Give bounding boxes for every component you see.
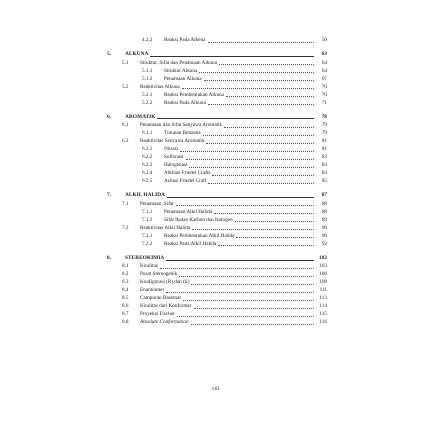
toc-entry-title: Struktur, Sifat dan Penamaan Alkuna bbox=[140, 59, 217, 66]
toc-entry-number: 8.1 bbox=[122, 263, 129, 270]
toc-entry-number: 7.1 bbox=[122, 200, 129, 207]
toc-entry-title: Kiralitas bbox=[140, 263, 158, 270]
toc-leader bbox=[194, 308, 314, 309]
toc-entry-number: 6.1 bbox=[122, 122, 129, 129]
toc-leader bbox=[208, 42, 314, 43]
toc-entry-page: 90 bbox=[321, 232, 327, 239]
toc-entry-number: 7.2.1 bbox=[142, 232, 153, 239]
toc-entry-number: 6.1.1 bbox=[142, 130, 153, 137]
toc-entry-title: Reaksi Pada Alkuna bbox=[164, 99, 206, 106]
toc-entry-title: Enantiomer bbox=[140, 287, 165, 294]
toc-leader bbox=[150, 56, 314, 57]
toc-entry bbox=[107, 232, 327, 240]
toc-entry-number: 6.2.1 bbox=[142, 146, 153, 153]
toc-entry-title: Turunan Benzena bbox=[164, 130, 201, 137]
toc-leader bbox=[191, 324, 314, 325]
toc-entry-page: 88 bbox=[321, 200, 327, 207]
toc-leader bbox=[212, 175, 314, 176]
toc-entry-number: 7. bbox=[107, 192, 112, 199]
toc-entry-page: 84 bbox=[321, 162, 327, 169]
toc-entry-page: 81 bbox=[321, 146, 327, 153]
toc-entry-number: 6.2.4 bbox=[142, 170, 153, 177]
toc-entry-number: 8.3 bbox=[122, 279, 129, 286]
toc-entry bbox=[107, 36, 327, 44]
toc-leader bbox=[160, 268, 314, 269]
toc-entry bbox=[107, 83, 327, 91]
toc-entry-title: Struktur Alkuna bbox=[164, 67, 198, 74]
page-number: viii bbox=[211, 386, 220, 392]
toc-entry-number: 7.2.2 bbox=[142, 240, 153, 247]
toc-entry-page: 116 bbox=[319, 319, 327, 326]
toc-entry bbox=[107, 294, 327, 302]
toc-entry bbox=[107, 262, 327, 270]
toc-entry bbox=[107, 145, 327, 153]
toc-entry-title: Sifat Ikatan Karbon dan Halogen bbox=[164, 216, 233, 223]
toc-entry-number: 7.1.2 bbox=[142, 216, 153, 223]
toc-entry bbox=[107, 91, 327, 99]
toc-entry-page: 64 bbox=[321, 59, 327, 66]
toc-entry bbox=[107, 137, 327, 145]
toc-entry-page: 70 bbox=[321, 83, 327, 90]
toc-leader bbox=[199, 72, 314, 73]
toc-entry-number: 8. bbox=[107, 254, 112, 261]
toc-entry-page: 115 bbox=[319, 311, 327, 318]
toc-entry-page: 111 bbox=[319, 287, 327, 294]
toc-entry-title: Reaksi Pada Alkil Halida bbox=[164, 240, 217, 247]
toc-entry-title: Reaksi Pembentukan Alkil Halida bbox=[164, 232, 235, 239]
toc-entry-page: 71 bbox=[321, 99, 327, 106]
toc-leader bbox=[189, 167, 314, 168]
toc-entry-page: 103 bbox=[319, 263, 327, 270]
toc-entry-page: 114 bbox=[319, 303, 327, 310]
toc-leader bbox=[219, 64, 314, 65]
toc-entry-number: 6.2.2 bbox=[142, 154, 153, 161]
toc-entry bbox=[107, 153, 327, 161]
toc-entry-page: 106 bbox=[319, 271, 327, 278]
toc-entry-title: STEREOKIMIA bbox=[125, 254, 165, 261]
toc-leader bbox=[208, 183, 314, 184]
toc-entry bbox=[107, 121, 327, 129]
toc-chapter-entry bbox=[107, 113, 327, 121]
toc-leader bbox=[186, 159, 314, 160]
toc-leader bbox=[180, 151, 314, 152]
toc-entry-title: Reaktivitas Senyawa Aromatik bbox=[140, 138, 205, 145]
toc-chapter-entry bbox=[107, 254, 327, 262]
toc-entry bbox=[107, 240, 327, 248]
toc-entry-number: 5.2.1 bbox=[142, 91, 153, 98]
toc-entry-number: 8.6 bbox=[122, 303, 129, 310]
toc-entry-title: ALKIL HALIDA bbox=[125, 192, 165, 199]
toc-entry bbox=[107, 208, 327, 216]
toc-entry bbox=[107, 161, 327, 169]
toc-entry-title: Reaksi Pembentukan Alkuna bbox=[164, 91, 224, 98]
toc-entry-title: Reaktivitas Alkuna bbox=[140, 83, 180, 90]
toc-leader bbox=[176, 205, 314, 206]
toc-leader bbox=[214, 213, 314, 214]
toc-chapter-entry bbox=[107, 50, 327, 58]
toc-leader bbox=[236, 237, 314, 238]
toc-entry bbox=[107, 200, 327, 208]
toc-leader bbox=[157, 118, 314, 119]
toc-leader bbox=[226, 96, 314, 97]
toc-leader bbox=[235, 221, 314, 222]
toc-entry-number: 6.2 bbox=[122, 138, 129, 145]
toc-entry-title: Asilasi Friedel Craft bbox=[164, 178, 207, 185]
toc-leader bbox=[177, 316, 314, 317]
toc-entry bbox=[107, 59, 327, 67]
toc-entry bbox=[107, 216, 327, 224]
toc-entry bbox=[107, 318, 327, 326]
toc-entry-title: Campuran Rasemat bbox=[140, 295, 181, 302]
toc-entry-page: 89 bbox=[321, 216, 327, 223]
toc-entry-page: 88 bbox=[321, 208, 327, 215]
toc-entry-number: 5.1.2 bbox=[142, 75, 153, 82]
toc-entry-page: 92 bbox=[321, 240, 327, 247]
toc-leader bbox=[182, 88, 314, 89]
toc-leader bbox=[218, 245, 314, 246]
toc-leader bbox=[166, 260, 314, 261]
toc-entry-title: Penamaan Alkil Halida bbox=[164, 208, 213, 215]
toc-entry-page: 79 bbox=[321, 122, 327, 129]
toc-entry-title: Nitrasi bbox=[164, 146, 179, 153]
toc-entry-number: 8.2 bbox=[122, 271, 129, 278]
toc-entry-number: 6. bbox=[107, 113, 112, 120]
toc-entry-title: Proyeksi Fischer bbox=[140, 311, 175, 318]
toc-entry bbox=[107, 286, 327, 294]
toc-leader bbox=[166, 292, 314, 293]
toc-entry-title: Penamaan Alkuna bbox=[164, 75, 202, 82]
toc-chapter-entry bbox=[107, 191, 327, 199]
toc-entry-title: Kiralitas dari Konformer bbox=[140, 303, 192, 310]
toc-entry-page: 84 bbox=[321, 170, 327, 177]
toc-entry bbox=[107, 129, 327, 137]
toc-entry-page: 108 bbox=[319, 279, 327, 286]
toc-entry-page: 50 bbox=[321, 37, 327, 43]
toc-entry bbox=[107, 99, 327, 107]
toc-entry bbox=[107, 310, 327, 318]
toc-leader bbox=[203, 135, 314, 136]
toc-entry-number: 8.5 bbox=[122, 295, 129, 302]
toc-leader bbox=[183, 300, 314, 301]
toc-entry-page: 83 bbox=[321, 154, 327, 161]
toc-entry-title: Penamaan dan Sifat Senyawa Aromatik bbox=[140, 122, 223, 129]
toc-entry-number: 7.2 bbox=[122, 224, 129, 231]
toc-entry-page: 70 bbox=[321, 91, 327, 98]
toc-entry-page: 113 bbox=[319, 295, 327, 302]
toc-entry bbox=[107, 169, 327, 177]
toc-entry-page: 78 bbox=[321, 113, 327, 120]
toc-entry-number: 8.4 bbox=[122, 287, 129, 294]
toc-entry-title: ALKUNA bbox=[125, 51, 149, 57]
toc-entry-title: Absolute Conformation bbox=[140, 319, 189, 326]
toc-leader bbox=[179, 276, 314, 277]
toc-entry-page: 90 bbox=[321, 224, 327, 231]
toc-entry-number: 8.8 bbox=[122, 319, 129, 326]
toc-entry bbox=[107, 302, 327, 310]
toc-entry-title: Pusat Stereogenik bbox=[140, 271, 178, 278]
toc-entry bbox=[107, 67, 327, 75]
toc-entry-title: Alkilasi Friedel Crafts bbox=[164, 170, 211, 177]
toc-leader bbox=[192, 229, 314, 230]
toc-entry-number: 5.2.2 bbox=[142, 99, 153, 106]
toc-entry bbox=[107, 177, 327, 185]
toc-entry-number: 5.2 bbox=[122, 83, 129, 90]
toc-entry bbox=[107, 278, 327, 286]
toc-entry-number: 7.1.1 bbox=[142, 208, 153, 215]
toc-entry-page: 79 bbox=[321, 130, 327, 137]
toc-entry bbox=[107, 270, 327, 278]
toc-entry-title: Konfigurasi (R) dan (S) bbox=[140, 279, 190, 286]
toc-entry-number: 5. bbox=[107, 51, 112, 57]
toc-leader bbox=[206, 143, 314, 144]
toc-entry-number: 5.1.1 bbox=[142, 67, 153, 74]
toc-leader bbox=[167, 197, 314, 198]
toc-entry-title: Penamaan, Sifat bbox=[140, 200, 174, 207]
toc-entry bbox=[107, 75, 327, 83]
toc-entry-number: 5.1 bbox=[122, 59, 129, 66]
toc-leader bbox=[191, 284, 314, 285]
toc-entry-page: 63 bbox=[321, 51, 327, 57]
toc-entry-page: 87 bbox=[321, 192, 327, 199]
toc-entry-title: Reaksi Pada Alkena bbox=[164, 37, 206, 43]
toc-entry-number: 4.2.2 bbox=[142, 37, 153, 43]
toc-entry-number: 6.2.3 bbox=[142, 162, 153, 169]
toc-entry-title: AROMATIK bbox=[125, 113, 156, 120]
toc-entry-page: 102 bbox=[318, 254, 327, 261]
toc-entry-title: Sulfonasi bbox=[164, 154, 184, 161]
toc-entry-page: 64 bbox=[321, 67, 327, 74]
toc-entry-page: 67 bbox=[321, 75, 327, 82]
toc-entry-title: Reaktivitas Alkil Halida bbox=[140, 224, 191, 231]
toc-entry bbox=[107, 224, 327, 232]
toc-entry-page: 85 bbox=[321, 178, 327, 185]
toc-leader bbox=[224, 127, 314, 128]
toc-entry-number: 8.7 bbox=[122, 311, 129, 318]
toc-entry-number: 6.2.5 bbox=[142, 178, 153, 185]
toc-entry-page: 81 bbox=[321, 138, 327, 145]
toc-leader bbox=[208, 104, 314, 105]
toc-entry-title: Halogenasi bbox=[164, 162, 188, 169]
toc-leader bbox=[204, 80, 314, 81]
